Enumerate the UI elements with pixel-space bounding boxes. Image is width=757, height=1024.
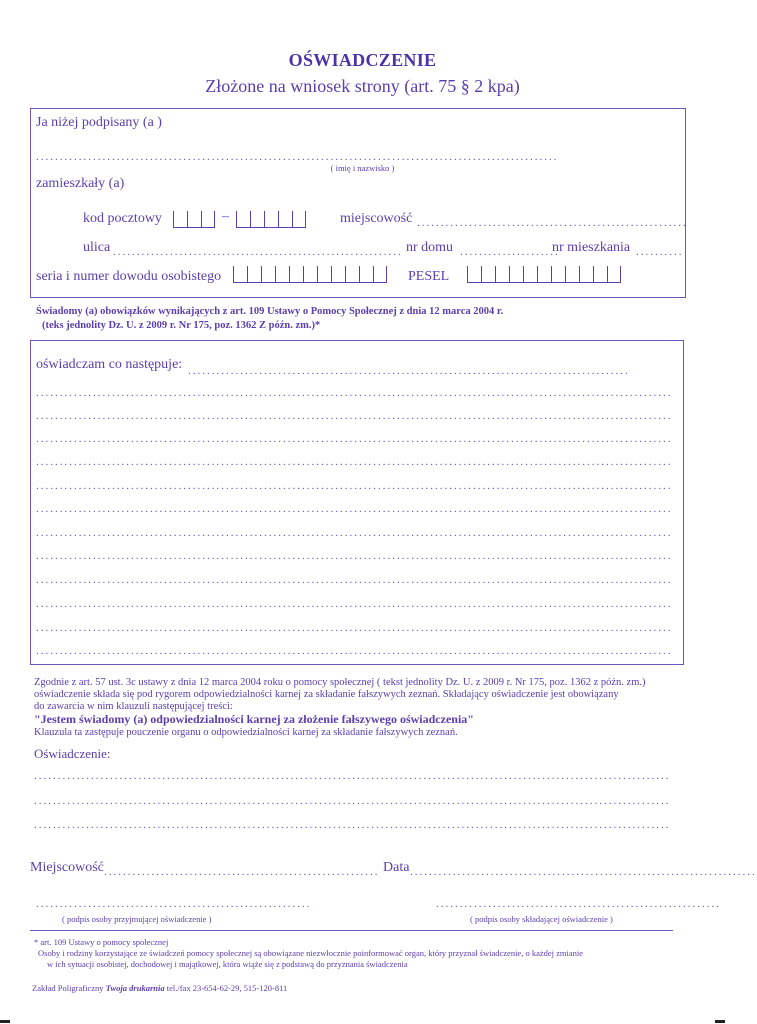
footnote-line-1: * art. 109 Ustawy o pomocy społecznej xyxy=(34,937,169,947)
declaration-line-3[interactable]: ...................................................................................................................................... xyxy=(34,819,671,831)
id-card-boxes[interactable] xyxy=(233,266,387,283)
name-hint: ( imię i nazwisko ) xyxy=(330,163,395,173)
footnote-divider xyxy=(30,930,673,931)
scan-mark-left xyxy=(0,1020,10,1023)
legal-clause: "Jestem świadomy (a) odpowiedzialności karnej za złożenie fałszywego oświadczenia" xyxy=(34,712,474,726)
document-subtitle: Złożone na wniosek strony (art. 75 § 2 kpa) xyxy=(205,76,520,96)
statement-line-3[interactable]: ...................................................................................................................................... xyxy=(36,410,673,422)
statement-line-4[interactable]: ...................................................................................................................................... xyxy=(36,433,673,445)
footnote-line-3: w ich sytuacji osobistej, dochodowej i majątkowej, która wiąże się z podstawą do przyznania świadczenia xyxy=(47,959,408,969)
legal-line-4: Klauzula ta zastępuje pouczenie organu o odpowiedzialności karnej za składanie fałszywych zeznań. xyxy=(34,727,458,738)
statement-line-10[interactable]: ...................................................................................................................................... xyxy=(36,574,673,586)
declaration-label: Oświadczenie: xyxy=(34,746,111,761)
apartment-number-label: nr mieszkania xyxy=(552,240,631,255)
receiver-signature-field[interactable]: .......................................................... xyxy=(36,898,312,910)
id-card-label: seria i numer dowodu osobistego xyxy=(36,269,222,284)
statement-line-5[interactable]: ...................................................................................................................................... xyxy=(36,456,673,468)
statement-label: oświadczam co następuje: xyxy=(36,357,183,372)
pesel-boxes[interactable] xyxy=(467,266,621,283)
postal-code-part2-boxes[interactable] xyxy=(236,211,306,228)
statement-line-13[interactable]: ...................................................................................................................................... xyxy=(36,645,673,657)
footnote-line-2: Osoby i rodziny korzystające ze świadczeń pomocy społecznej są obowiązane niezwłocznie poinformować organ, który przyznał świadczenie, o każdej zmianie xyxy=(38,948,584,958)
document-title: OŚWIADCZENIE xyxy=(288,50,437,70)
statement-line-11[interactable]: ...................................................................................................................................... xyxy=(36,598,673,610)
postal-code-label: kod pocztowy xyxy=(83,211,162,226)
name-field[interactable]: .............................................................................................................. xyxy=(36,151,559,163)
printer-prefix: Zakład Poligraficzny xyxy=(32,983,104,993)
declarant-signature-field[interactable]: ............................................................ xyxy=(436,898,721,910)
date-field[interactable]: ......................................................................... xyxy=(410,866,757,878)
printer-contact: tel./fax 23-654-62-29, 515-120-811 xyxy=(166,983,288,993)
printer-credit xyxy=(32,983,287,993)
signed-label: Ja niżej podpisany (a ) xyxy=(36,115,162,130)
statement-line-12[interactable]: ...................................................................................................................................... xyxy=(36,622,673,634)
place-field[interactable]: .......................................................... xyxy=(104,866,380,878)
postal-code-part1-boxes[interactable] xyxy=(173,211,215,228)
statement-line-8[interactable]: ...................................................................................................................................... xyxy=(36,527,673,539)
declarant-signature-hint: ( podpis osoby składającej oświadczenie ) xyxy=(470,914,613,924)
obligation-line-1: Świadomy (a) obowiązków wynikających z art. 109 Ustawy o Pomocy Społecznej z dnia 12 marca 2004 r. xyxy=(36,306,504,317)
legal-line-3: do zawarcia w nim klauzuli następującej treści: xyxy=(34,701,233,712)
residence-label: zamieszkały (a) xyxy=(36,176,125,191)
statement-line-7[interactable]: ...................................................................................................................................... xyxy=(36,503,673,515)
obligation-line-2: (teks jednolity Dz. U. z 2009 r. Nr 175, poz. 1362 Z późn. zm.)* xyxy=(42,320,321,331)
street-label: ulica xyxy=(83,240,111,255)
apartment-number-field[interactable]: .......... xyxy=(636,246,684,258)
house-number-label: nr domu xyxy=(406,240,454,255)
date-label: Data xyxy=(383,860,410,875)
place-label: Miejscowość xyxy=(30,860,104,875)
legal-line-2: oświadczenie składa się pod rygorem odpowiedzialności karnej za składanie fałszywych zeznań. Składający oświadczenie jest obowiązany xyxy=(34,689,619,700)
scan-mark-right xyxy=(715,1020,725,1023)
city-field[interactable]: ......................................................... xyxy=(417,217,688,229)
receiver-signature-hint: ( podpis osoby przyjmującej oświadczenie ) xyxy=(62,914,212,924)
printer-brand: Twoja drukarnia xyxy=(105,983,165,993)
statement-line-9[interactable]: ...................................................................................................................................... xyxy=(36,550,673,562)
statement-line-1[interactable]: ............................................................................................. xyxy=(188,365,630,377)
legal-line-1: Zgodnie z art. 57 ust. 3c ustawy z dnia 12 marca 2004 roku o pomocy społecznej ( tekst jednolity Dz. U. z 2009 r. Nr 175, poz. 1362 z późn. zm.) xyxy=(34,677,646,688)
pesel-label: PESEL xyxy=(408,269,450,284)
declaration-line-1[interactable]: ...................................................................................................................................... xyxy=(34,770,671,782)
declaration-line-2[interactable]: ...................................................................................................................................... xyxy=(34,795,671,807)
city-label: miejscowość xyxy=(340,211,413,226)
postal-code-dash: – xyxy=(222,209,229,224)
statement-line-6[interactable]: ...................................................................................................................................... xyxy=(36,480,673,492)
statement-line-2[interactable]: ...................................................................................................................................... xyxy=(36,387,673,399)
house-number-field[interactable]: ..................... xyxy=(460,246,560,258)
street-field[interactable]: ............................................................. xyxy=(113,246,403,258)
